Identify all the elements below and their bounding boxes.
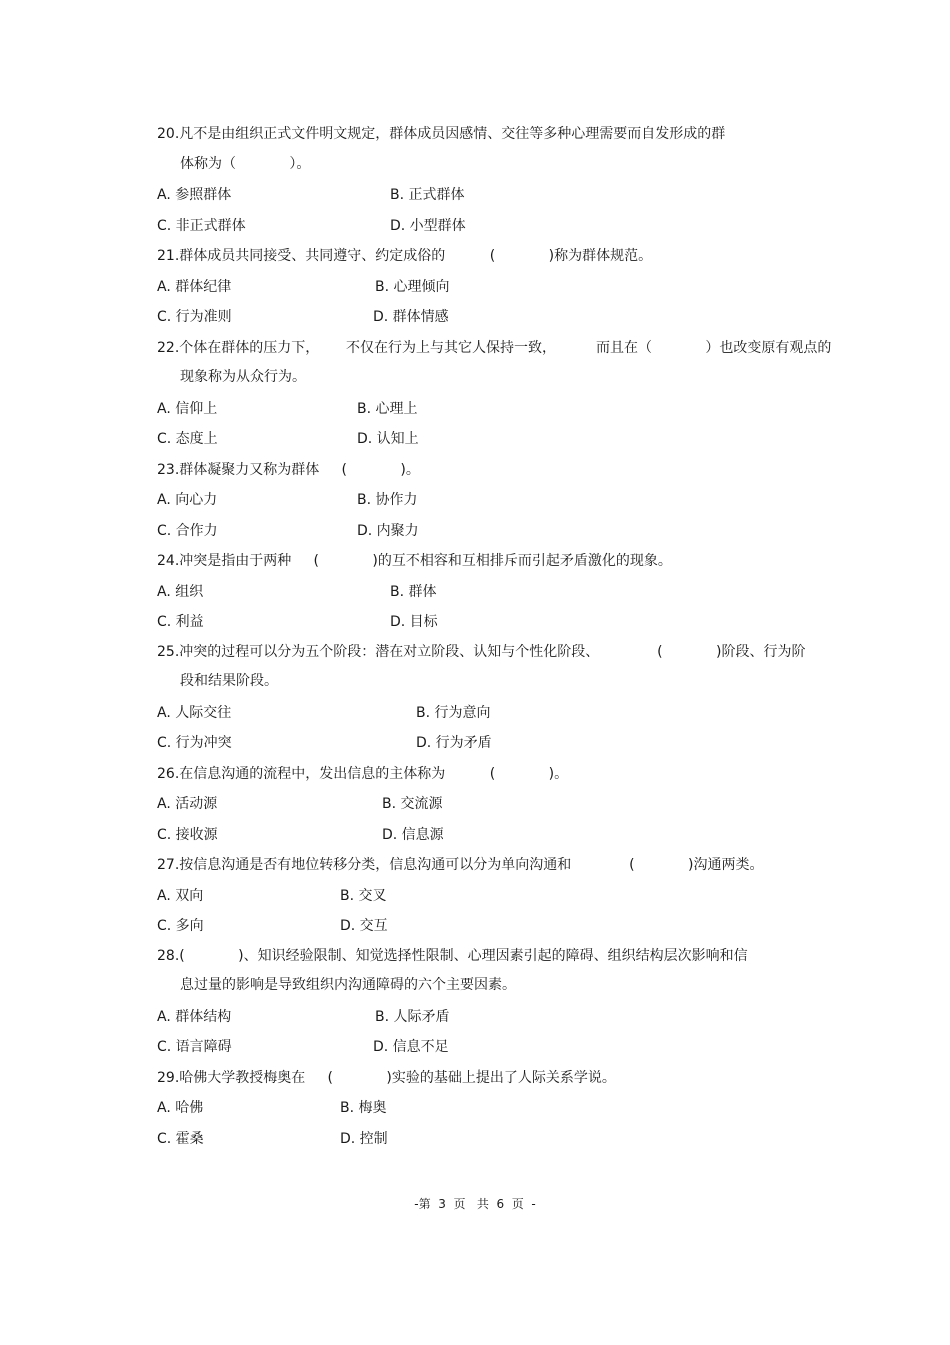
- question-26-option-a: A. 活动源: [157, 796, 218, 812]
- page-number-footer: -第 3 页 共 6 页 -: [414, 1197, 536, 1211]
- question-28-option-c: C. 语言障碍: [157, 1039, 232, 1055]
- question-23-option-a: A. 向心力: [157, 492, 218, 508]
- question-25-option-a: A. 人际交往: [157, 705, 232, 721]
- question-21-option-b: B. 心理倾向: [375, 279, 450, 295]
- question-26-option-c: C. 接收源: [157, 827, 218, 843]
- question-23-option-b: B. 协作力: [357, 492, 418, 508]
- question-24-option-c: C. 利益: [157, 614, 204, 630]
- question-27-option-c: C. 多向: [157, 918, 204, 934]
- question-26-option-b: B. 交流源: [382, 796, 443, 812]
- question-23-line-1: 23.群体凝聚力又称为群体 ( )。: [157, 462, 420, 478]
- question-21-line-1: 21.群体成员共同接受、共同遵守、约定成俗的 ( )称为群体规范。: [157, 248, 653, 264]
- question-28-option-b: B. 人际矛盾: [375, 1009, 450, 1025]
- question-27-option-d: D. 交互: [340, 918, 388, 934]
- question-20-line-1: 20.凡不是由组织正式文件明文规定，群体成员因感情、交往等多种心理需要而自发形成的群: [157, 126, 726, 142]
- question-28-option-a: A. 群体结构: [157, 1009, 232, 1025]
- question-29-line-1: 29.哈佛大学教授梅奥在 ( )实验的基础上提出了人际关系学说。: [157, 1070, 616, 1086]
- question-24-option-a: A. 组织: [157, 584, 204, 600]
- question-20-option-c: C. 非正式群体: [157, 218, 246, 234]
- question-26-option-d: D. 信息源: [382, 827, 444, 843]
- question-28-line-1: 28.( )、知识经验限制、知觉选择性限制、心理因素引起的障碍、组织结构层次影响和信: [157, 948, 748, 964]
- question-29-option-b: B. 梅奥: [340, 1100, 387, 1116]
- question-22-line-1: 22.个体在群体的压力下， 不仅在行为上与其它人保持一致， 而且在（ ）也改变原有观点的: [157, 340, 832, 356]
- question-25-line-1: 25.冲突的过程可以分为五个阶段：潜在对立阶段、认知与个性化阶段、 ( )阶段、行为阶: [157, 644, 806, 660]
- question-29-option-c: C. 霍桑: [157, 1131, 204, 1147]
- question-22-option-c: C. 态度上: [157, 431, 218, 447]
- question-20-option-b: B. 正式群体: [390, 187, 465, 203]
- question-21-option-a: A. 群体纪律: [157, 279, 232, 295]
- question-27-line-1: 27.按信息沟通是否有地位转移分类，信息沟通可以分为单向沟通和 ( )沟通两类。: [157, 857, 764, 873]
- question-22-option-b: B. 心理上: [357, 401, 418, 417]
- question-25-option-d: D. 行为矛盾: [416, 735, 492, 751]
- question-23-option-d: D. 内聚力: [357, 523, 419, 539]
- question-20-option-d: D. 小型群体: [390, 218, 466, 234]
- question-20-option-a: A. 参照群体: [157, 187, 232, 203]
- question-28-option-d: D. 信息不足: [373, 1039, 449, 1055]
- question-29-option-d: D. 控制: [340, 1131, 388, 1147]
- question-25-line-2: 段和结果阶段。: [180, 673, 278, 689]
- question-29-option-a: A. 哈佛: [157, 1100, 204, 1116]
- question-26-line-1: 26.在信息沟通的流程中，发出信息的主体称为 ( )。: [157, 766, 569, 782]
- question-28-line-2: 息过量的影响是导致组织内沟通障碍的六个主要因素。: [180, 977, 516, 993]
- question-21-option-c: C. 行为准则: [157, 309, 232, 325]
- question-27-option-b: B. 交叉: [340, 888, 387, 904]
- question-22-option-d: D. 认知上: [357, 431, 419, 447]
- question-20-line-2: 体称为（ ）。: [180, 156, 311, 172]
- question-27-option-a: A. 双向: [157, 888, 204, 904]
- question-21-option-d: D. 群体情感: [373, 309, 449, 325]
- question-25-option-b: B. 行为意向: [416, 705, 491, 721]
- question-22-line-2: 现象称为从众行为。: [180, 369, 306, 385]
- question-24-option-d: D. 目标: [390, 614, 438, 630]
- question-23-option-c: C. 合作力: [157, 523, 218, 539]
- question-24-line-1: 24.冲突是指由于两种 ( )的互不相容和互相排斥而引起矛盾激化的现象。: [157, 553, 672, 569]
- question-24-option-b: B. 群体: [390, 584, 437, 600]
- question-22-option-a: A. 信仰上: [157, 401, 218, 417]
- question-25-option-c: C. 行为冲突: [157, 735, 232, 751]
